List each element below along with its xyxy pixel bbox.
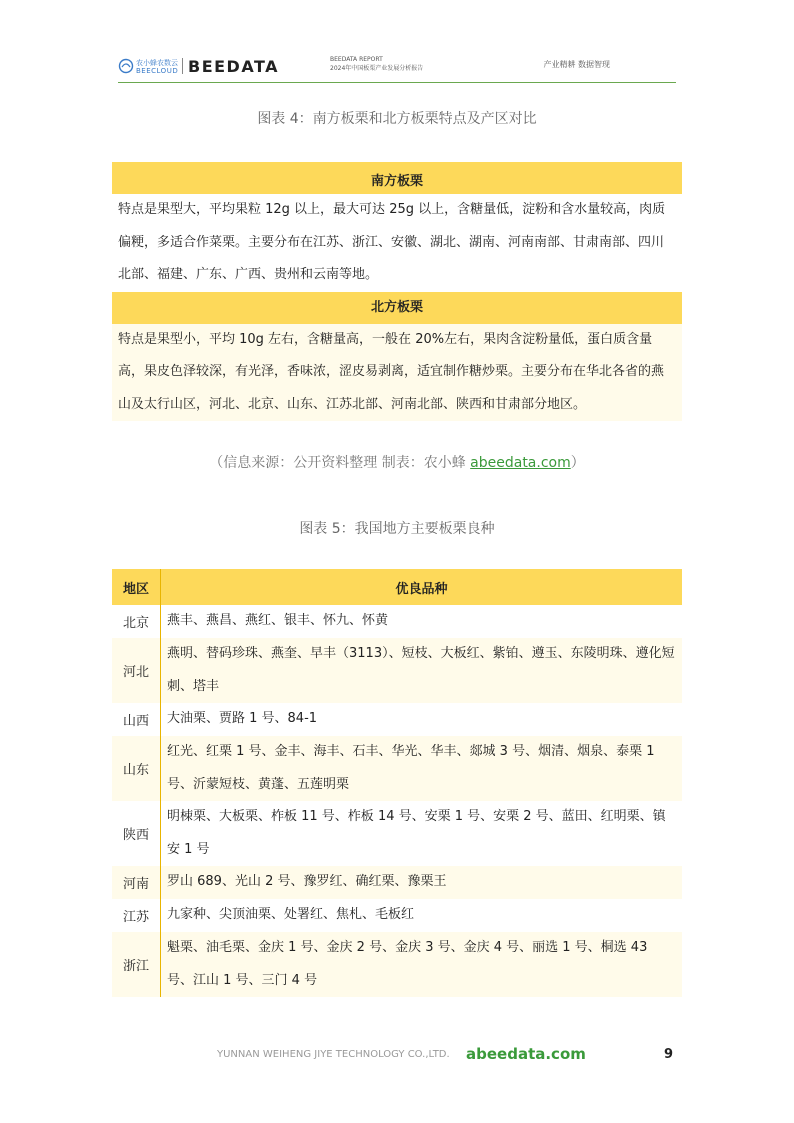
region-cell: 陕西 [112,801,161,866]
column-header-region: 地区 [112,569,161,605]
figure-4-title: 图表 4：南方板栗和北方板栗特点及产区对比 [257,111,537,127]
table-row [112,638,682,703]
brand-name: BEEDATA [188,57,280,76]
table-row [112,932,682,997]
region-cell: 山西 [112,703,161,736]
logo-en-text: BEECLOUD [136,67,179,75]
south-chestnut-description: 特点是果型大，平均果粒 12g 以上，最大可达 25g 以上，含糖量低，淀粉和含水量较高，肉质偏粳，多适合作菜栗。主要分布在江苏、浙江、安徽、湖北、湖南、河南南部、甘肃南部、四川北部、福建、广东、广西、贵州和云南等地。 [112,194,682,292]
chestnut-varieties-table [112,569,682,997]
table-row [112,866,682,899]
table-row [112,605,682,638]
column-header-variety: 优良品种 [161,569,683,605]
region-cell: 江苏 [112,899,161,932]
footer-company: YUNNAN WEIHENG JIYE TECHNOLOGY CO.,LTD. [217,1049,450,1060]
page-footer [0,1045,794,1065]
beedata-logo [118,56,278,78]
variety-cell: 明栜栗、大板栗、柞板 11 号、柞板 14 号、安栗 1 号、安栗 2 号、蓝田、红明栗、镇安 1 号 [167,809,666,857]
region-cell: 河北 [112,638,161,703]
source-note [0,452,794,472]
north-chestnut-description: 特点是果型小，平均 10g 左右，含糖量高，一般在 20%左右，果肉含淀粉量低，蛋白质含量高，果皮色泽较深，有光泽，香味浓，涩皮易剥离，适宜制作糖炒栗。主要分布在华北各省的燕山及太行山区，河北、北京、山东、江苏北部、河南北部、陕西和甘肃部分地区。 [112,324,682,422]
table-row [112,736,682,801]
variety-cell: 燕明、替码珍珠、燕奎、早丰（3113）、短枝、大板红、紫铂、遵玉、东陵明珠、遵化短刺、塔丰 [161,638,683,703]
north-chestnut-header: 北方板栗 [112,292,682,324]
variety-cell: 罗山 689、光山 2 号、豫罗红、确红栗、豫栗王 [161,866,683,899]
variety-cell: 红光、红栗 1 号、金丰、海丰、石丰、华光、华丰、郯城 3 号、烟清、烟泉、泰栗 1 号、沂蒙短枝、黄蓬、五莲明栗 [161,736,683,801]
variety-cell: 燕丰、燕昌、燕红、银丰、怀九、怀黄 [167,613,389,629]
report-label [330,55,423,73]
source-close: ） [570,455,585,471]
page-number: 9 [664,1047,674,1062]
region-cell: 山东 [112,736,161,801]
footer-site-link[interactable]: abeedata.com [466,1045,586,1063]
logo-cn-text: 农小蜂农数云 [136,59,178,67]
variety-cell: 大油栗、贾路 1 号、84-1 [167,711,318,727]
report-line-2: 2024年中国板栗产业发展分析报告 [330,65,424,72]
region-cell: 北京 [112,605,161,638]
table-row [112,801,682,866]
source-link[interactable]: abeedata.com [470,455,571,471]
table-row [112,899,682,932]
table-row [112,703,682,736]
region-cell: 河南 [112,866,161,899]
page-header [118,52,676,83]
south-chestnut-header: 南方板栗 [112,162,682,194]
source-text: （信息来源：公开资料整理 制表：农小蜂 [209,455,471,471]
variety-cell: 九家种、尖顶油栗、处署红、焦札、毛板红 [167,907,415,923]
report-line-1: BEEDATA REPORT [330,56,383,63]
south-north-comparison-table [112,162,682,421]
bee-cloud-icon [118,58,134,74]
header-slogan: 产业精耕 数据智现 [543,60,610,69]
variety-cell: 魁栗、油毛栗、金庆 1 号、金庆 2 号、金庆 3 号、金庆 4 号、丽选 1 号、桐选 43 号、江山 1 号、三门 4 号 [161,932,683,997]
figure-5-title: 图表 5：我国地方主要板栗良种 [299,521,495,537]
logo-divider [182,58,183,74]
region-cell: 浙江 [112,932,161,997]
